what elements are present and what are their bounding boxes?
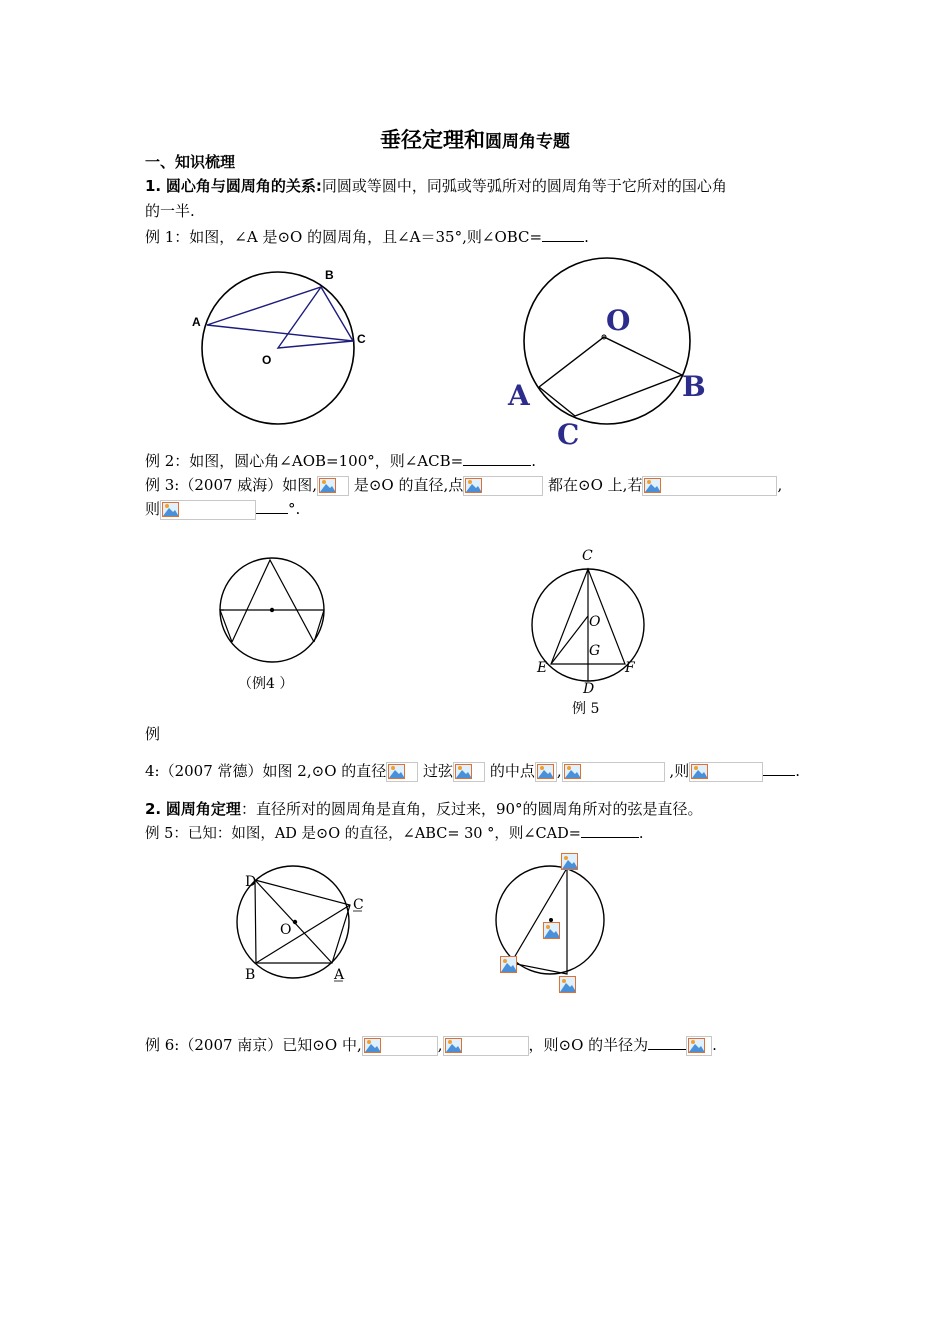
chord-right — [314, 610, 324, 642]
broken-image-icon — [562, 762, 665, 782]
section-heading-1: 一、知识梳理 — [145, 153, 236, 171]
label-c: C — [353, 897, 364, 913]
broken-image-icon — [362, 1036, 438, 1056]
example-6-text-a: 例 6:（2007 南京）已知⊙O 中, — [145, 1036, 362, 1054]
knowledge-text-a: 同圆或等圆中，同弧或等弧所对的圆周角等于它所对的国心角 — [321, 177, 727, 195]
theorem-2-text: ：直径所对的圆周角是直角，反过来，90°的圆周角所对的弦是直径。 — [240, 800, 703, 818]
broken-image-icon — [689, 762, 763, 782]
example-4-text-b: 过弦 — [423, 762, 454, 780]
title-main: 垂径定理和 — [380, 128, 485, 152]
figure-6 — [495, 850, 615, 1000]
example-1-end: . — [584, 228, 589, 246]
example-4 — [145, 760, 800, 782]
center-dot — [293, 920, 297, 924]
center-dot — [549, 918, 553, 922]
label-a: A — [192, 315, 201, 329]
example-3-text-a: 例 3:（2007 威海）如图, — [145, 476, 318, 494]
figure-4 — [520, 540, 660, 720]
label-b: B — [682, 370, 706, 403]
broken-image-icon — [560, 977, 576, 993]
example-3-text-b: 是⊙O 的直径,点 — [353, 476, 464, 494]
example-4-text-d: , — [556, 762, 562, 780]
example-3-text-f: °. — [288, 500, 301, 518]
broken-image-icon — [686, 1036, 712, 1056]
example-4-text-f: . — [795, 762, 800, 780]
example-4-prefix: 例 — [145, 725, 161, 743]
example-5-end: . — [638, 826, 644, 842]
theorem-2-head: 圆周角定理 — [165, 800, 241, 818]
label-g: G — [589, 643, 601, 659]
label-d: D — [583, 681, 595, 697]
broken-image-icon — [386, 762, 418, 782]
broken-image-icon — [453, 762, 485, 782]
broken-image-icon — [463, 476, 543, 496]
label-a: A — [508, 379, 530, 412]
example-6-text-b: , — [437, 1036, 443, 1054]
quadrilateral — [255, 880, 350, 963]
example-1 — [145, 226, 589, 248]
figure-3 — [210, 552, 340, 697]
figure-1 — [180, 262, 380, 432]
label-e: E — [537, 660, 548, 676]
label-f: F — [625, 660, 635, 676]
broken-image-icon — [160, 500, 256, 520]
broken-image-icon — [535, 762, 557, 782]
broken-image-icon — [317, 476, 349, 496]
knowledge-head: 圆心角与圆周角的关系: — [165, 177, 322, 195]
broken-image-icon — [544, 923, 560, 939]
label-b: B — [245, 967, 256, 983]
label-b: B — [325, 268, 334, 282]
broken-image-icon — [443, 1036, 529, 1056]
example-6 — [145, 1034, 717, 1056]
broken-image-icon — [642, 476, 777, 496]
example-6-text-d: . — [712, 1036, 717, 1054]
answer-blank — [463, 451, 531, 466]
page-title — [0, 124, 950, 154]
example-2-end: . — [531, 452, 536, 470]
chord-bc — [256, 905, 350, 963]
example-3-text-d: , — [777, 476, 783, 494]
label-o: O — [589, 614, 601, 630]
answer-blank — [763, 761, 795, 776]
circle — [524, 258, 690, 424]
example-2 — [145, 450, 536, 472]
example-1-text: 例 1：如图，∠A 是⊙O 的圆周角，且∠A＝35°,则∠OBC= — [145, 228, 543, 246]
title-sub: 圆周角专题 — [485, 132, 570, 152]
label-o: O — [606, 304, 631, 337]
figure-4-caption: 例 5 — [572, 701, 600, 717]
label-o: O — [262, 353, 272, 367]
example-4-text-c: 的中点 — [489, 762, 535, 780]
theorem-2 — [145, 798, 703, 820]
example-3-line-2 — [145, 498, 300, 520]
answer-blank — [542, 227, 584, 242]
radius-lines — [278, 287, 353, 348]
chords — [232, 560, 314, 642]
answer-blank — [256, 499, 288, 514]
figure-3-caption: （例4 ） — [238, 676, 294, 692]
broken-image-icon — [562, 854, 578, 870]
answer-blank — [581, 823, 639, 838]
example-2-text: 例 2：如图，圆心角∠AOB=100°，则∠ACB= — [145, 452, 464, 470]
example-6-text-c: ，则⊙O 的半径为 — [528, 1036, 649, 1054]
example-5 — [145, 823, 644, 845]
knowledge-line-1 — [145, 175, 727, 197]
example-4-text-a: 4:（2007 常德）如图 2,⊙O 的直径 — [145, 762, 387, 780]
knowledge-num: 1. — [145, 177, 162, 195]
triangle — [511, 868, 567, 974]
label-o: O — [280, 922, 292, 938]
example-3-text-c: 都在⊙O 上,若 — [548, 476, 643, 494]
triangle-abc — [207, 287, 353, 341]
example-3-line-1 — [145, 474, 782, 496]
label-c: C — [582, 548, 593, 564]
figure-2 — [500, 258, 720, 453]
center-dot — [270, 608, 274, 612]
broken-image-icon — [501, 957, 517, 973]
label-c: C — [357, 332, 366, 346]
example-3-text-e: 则 — [145, 500, 161, 518]
label-d: D — [245, 874, 257, 890]
label-a: A — [334, 967, 345, 983]
knowledge-text-b: 的一半. — [145, 202, 195, 220]
example-4-text-e: ,则 — [669, 762, 690, 780]
theorem-2-num: 2. — [145, 800, 162, 818]
radius-oe — [551, 616, 588, 664]
example-5-text: 例 5：已知：如图，AD 是⊙O 的直径，∠ABC= 30 °，则∠CAD= — [145, 826, 581, 842]
figure-5 — [235, 865, 375, 1005]
answer-blank — [648, 1035, 686, 1050]
label-c: C — [557, 418, 580, 451]
